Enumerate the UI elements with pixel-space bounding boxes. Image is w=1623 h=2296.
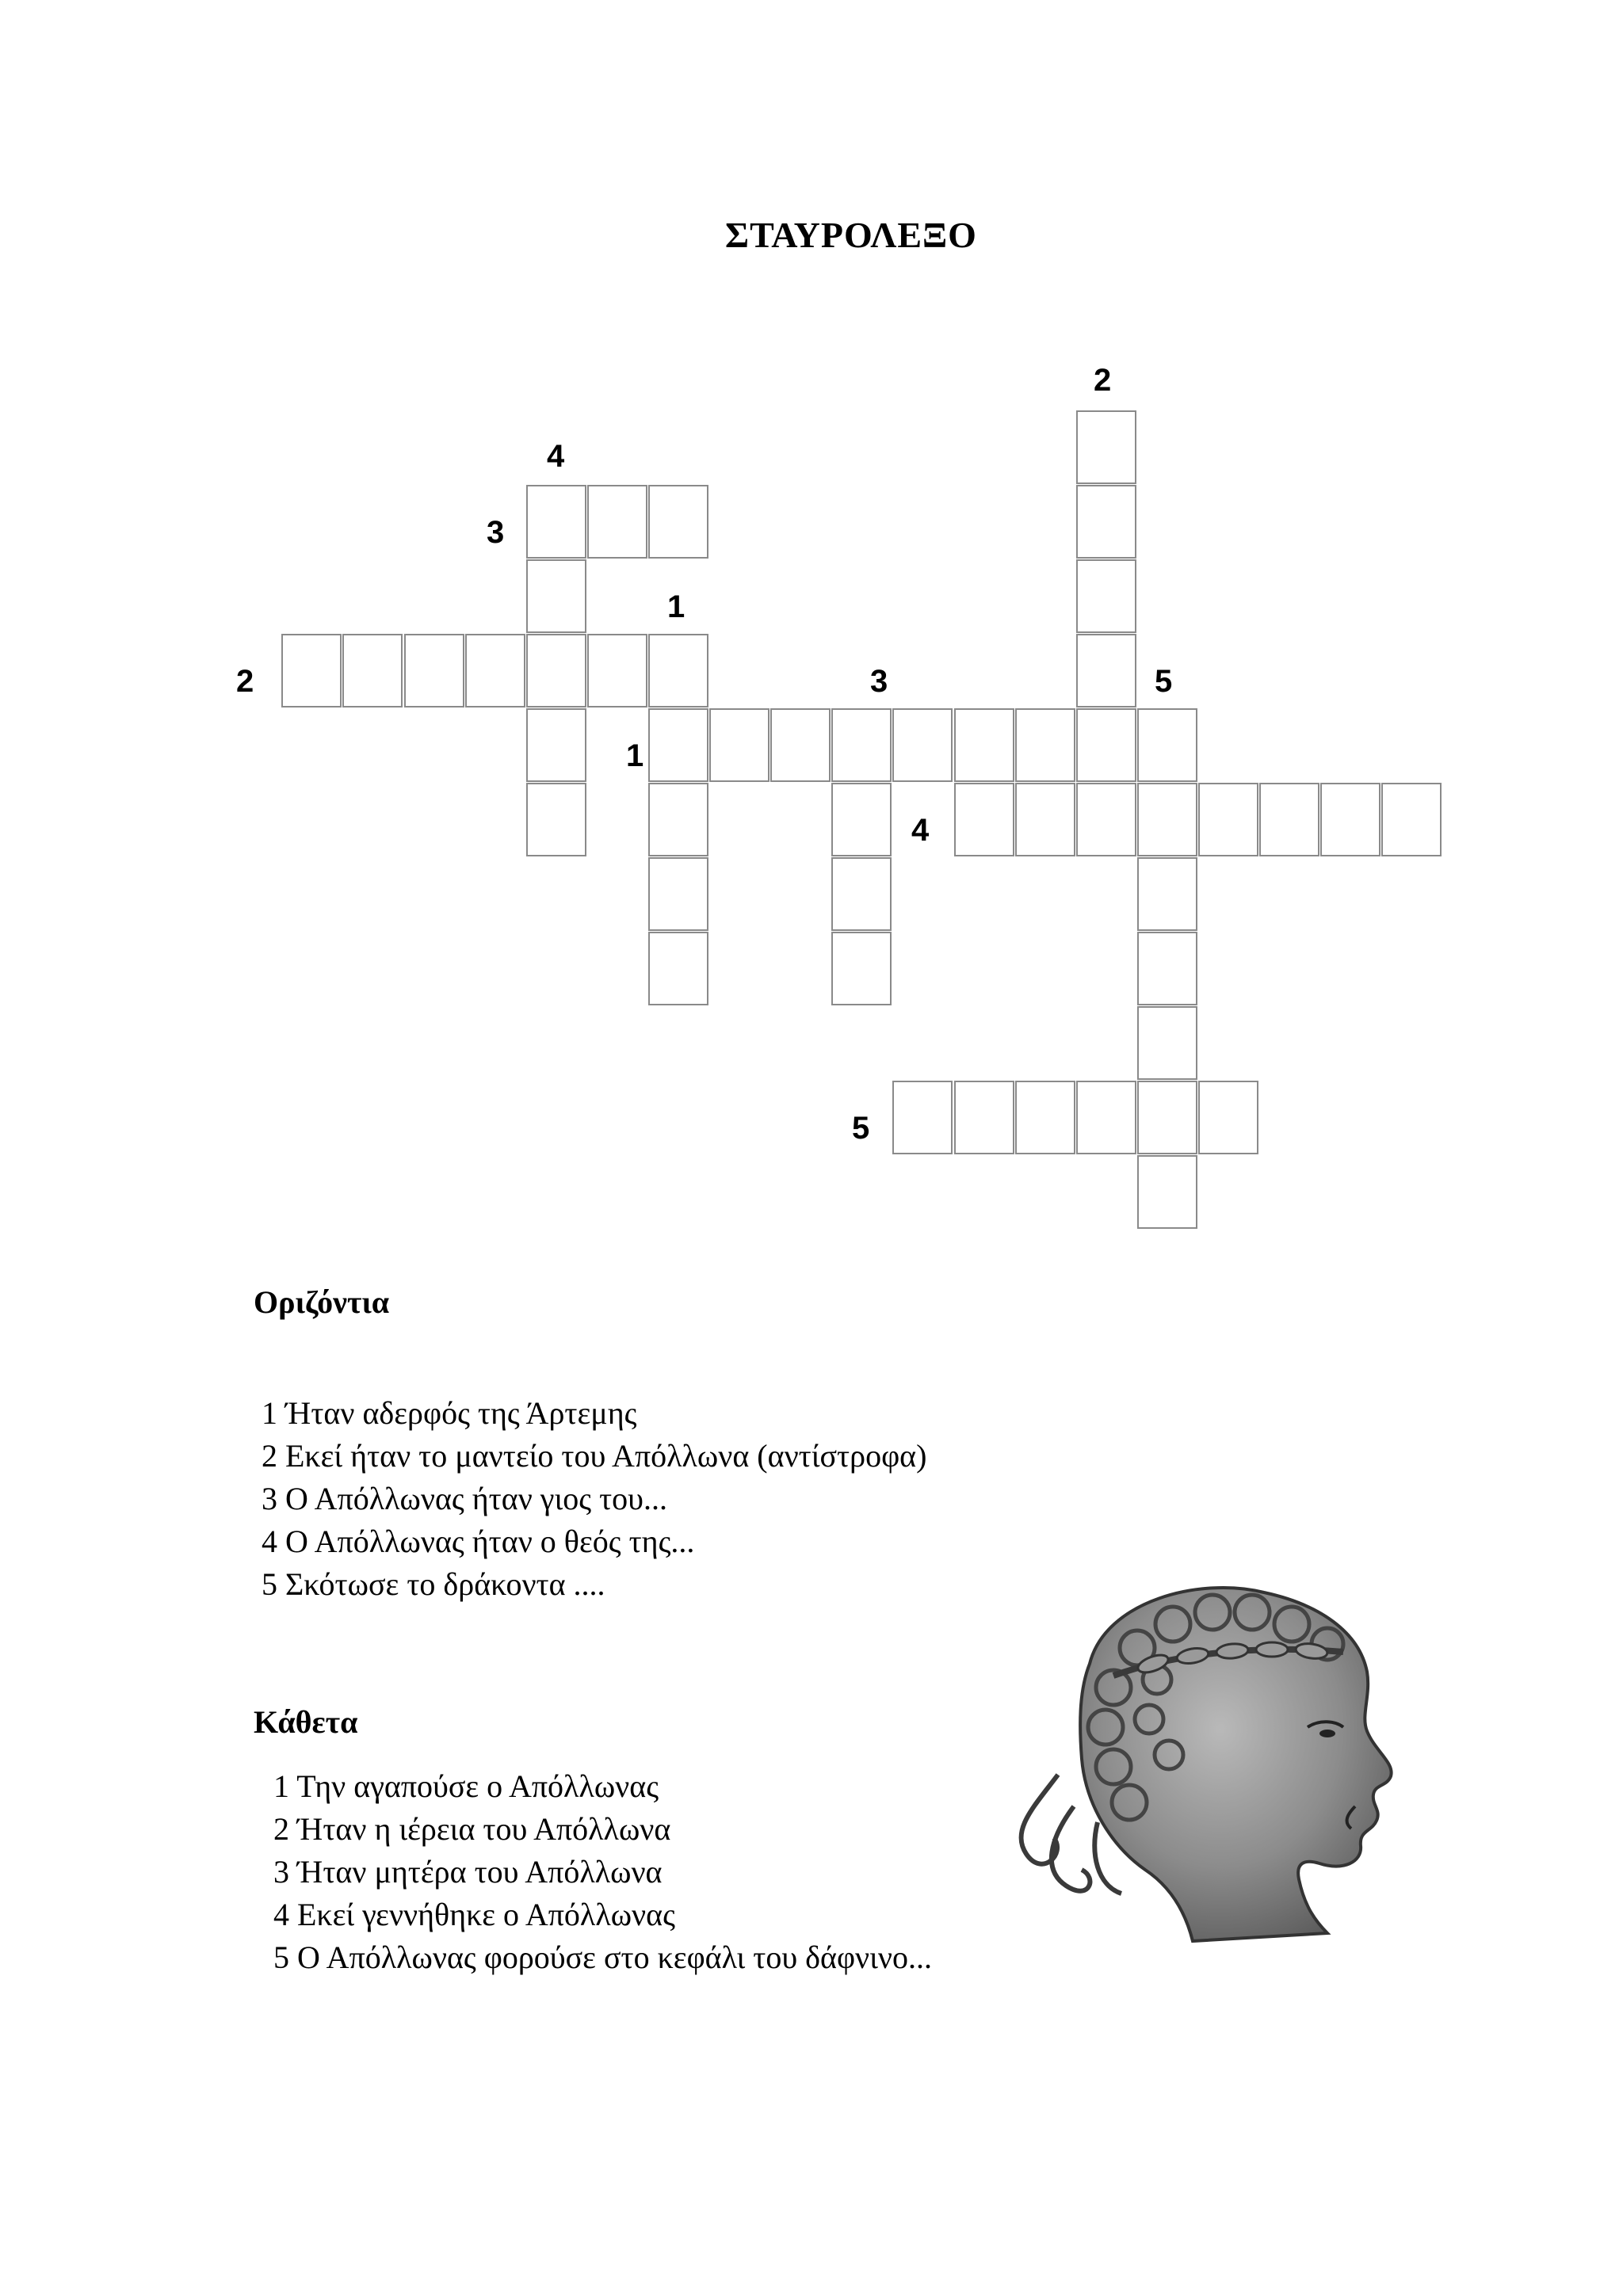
crossword-cell[interactable]	[1137, 932, 1197, 1005]
crossword-cell[interactable]	[831, 932, 892, 1005]
down-clue: 3 Ήταν μητέρα του Απόλλωνα	[273, 1854, 663, 1890]
across-clue: 4 Ο Απόλλωνας ήταν ο θεός της...	[262, 1524, 695, 1559]
crossword-cell[interactable]	[587, 634, 647, 707]
crossword-cell[interactable]	[1015, 783, 1075, 856]
crossword-cell[interactable]	[526, 634, 586, 707]
crossword-cell[interactable]	[1259, 783, 1319, 856]
across-clue: 3 Ο Απόλλωνας ήταν γιος του...	[262, 1481, 667, 1516]
crossword-cell[interactable]	[1076, 485, 1136, 559]
crossword-cell[interactable]	[831, 783, 892, 856]
down-clue: 4 Εκεί γεννήθηκε ο Απόλλωνας	[273, 1897, 675, 1932]
down-clue-list	[273, 1765, 932, 1979]
down-heading: Κάθετα	[254, 1704, 358, 1740]
crossword-cell[interactable]	[954, 708, 1014, 782]
crossword-cell[interactable]	[526, 485, 586, 559]
crossword-cell[interactable]	[1015, 1081, 1075, 1154]
down-clue: 5 Ο Απόλλωνας φορούσε στο κεφάλι του δάφνινο...	[273, 1939, 932, 1975]
crossword-cell[interactable]	[1381, 783, 1442, 856]
down-number-2: 2	[1094, 363, 1112, 398]
apollo-coin-head-icon	[995, 1569, 1423, 1949]
crossword-cell[interactable]	[648, 708, 708, 782]
crossword-cell[interactable]	[526, 708, 586, 782]
across-number-1: 1	[626, 738, 644, 773]
crossword-cell[interactable]	[1076, 410, 1136, 484]
crossword-cell[interactable]	[1076, 783, 1136, 856]
crossword-cell[interactable]	[709, 708, 769, 782]
crossword-cell[interactable]	[770, 708, 831, 782]
across-heading: Οριζόντια	[254, 1284, 390, 1320]
crossword-cell[interactable]	[831, 857, 892, 931]
crossword-cell[interactable]	[1076, 708, 1136, 782]
crossword-cell[interactable]	[1137, 783, 1197, 856]
crossword-cell[interactable]	[648, 932, 708, 1005]
down-number-1: 1	[667, 589, 685, 624]
crossword-cell[interactable]	[526, 559, 586, 633]
crossword-cell[interactable]	[1137, 1006, 1197, 1080]
across-clue-list	[262, 1392, 926, 1606]
crossword-cell[interactable]	[281, 634, 342, 707]
crossword-cell[interactable]	[1076, 634, 1136, 707]
crossword-cell[interactable]	[404, 634, 464, 707]
crossword-cell[interactable]	[1076, 559, 1136, 633]
crossword-cell[interactable]	[1076, 1081, 1136, 1154]
crossword-cell[interactable]	[465, 634, 525, 707]
across-number-4: 4	[911, 813, 930, 848]
across-number-5: 5	[852, 1111, 870, 1146]
crossword-cell[interactable]	[648, 485, 708, 559]
down-number-5: 5	[1155, 664, 1173, 699]
crossword-cell[interactable]	[1198, 1081, 1258, 1154]
crossword-cell[interactable]	[1015, 708, 1075, 782]
crossword-cell[interactable]	[1198, 783, 1258, 856]
down-clue: 2 Ήταν η ιέρεια του Απόλλωνα	[273, 1811, 671, 1847]
crossword-cell[interactable]	[1137, 708, 1197, 782]
crossword-cell[interactable]	[648, 634, 708, 707]
across-number-2: 2	[236, 664, 254, 699]
crossword-cell[interactable]	[831, 708, 892, 782]
down-number-3: 3	[870, 664, 888, 699]
crossword-cell[interactable]	[1137, 857, 1197, 931]
crossword-cell[interactable]	[892, 708, 953, 782]
across-number-3: 3	[487, 515, 505, 550]
page-title: ΣΤΑΥΡΟΛΕΞΟ	[725, 215, 977, 255]
crossword-cell[interactable]	[1137, 1081, 1197, 1154]
down-number-4: 4	[547, 439, 565, 474]
crossword-cell[interactable]	[954, 1081, 1014, 1154]
crossword-cell[interactable]	[587, 485, 647, 559]
crossword-cell[interactable]	[648, 783, 708, 856]
across-clue: 5 Σκότωσε το δράκοντα ....	[262, 1566, 605, 1602]
down-clue: 1 Την αγαπούσε ο Απόλλωνας	[273, 1768, 659, 1804]
crossword-cell[interactable]	[1137, 1155, 1197, 1229]
across-clue: 2 Εκεί ήταν το μαντείο του Απόλλωνα (αντίστροφα)	[262, 1438, 927, 1474]
crossword-cell[interactable]	[526, 783, 586, 856]
crossword-cell[interactable]	[648, 857, 708, 931]
crossword-cell[interactable]	[954, 783, 1014, 856]
across-clue: 1 Ήταν αδερφός της Άρτεμης	[262, 1395, 637, 1431]
crossword-cell[interactable]	[892, 1081, 953, 1154]
crossword-cell[interactable]	[1320, 783, 1381, 856]
crossword-cell[interactable]	[342, 634, 403, 707]
